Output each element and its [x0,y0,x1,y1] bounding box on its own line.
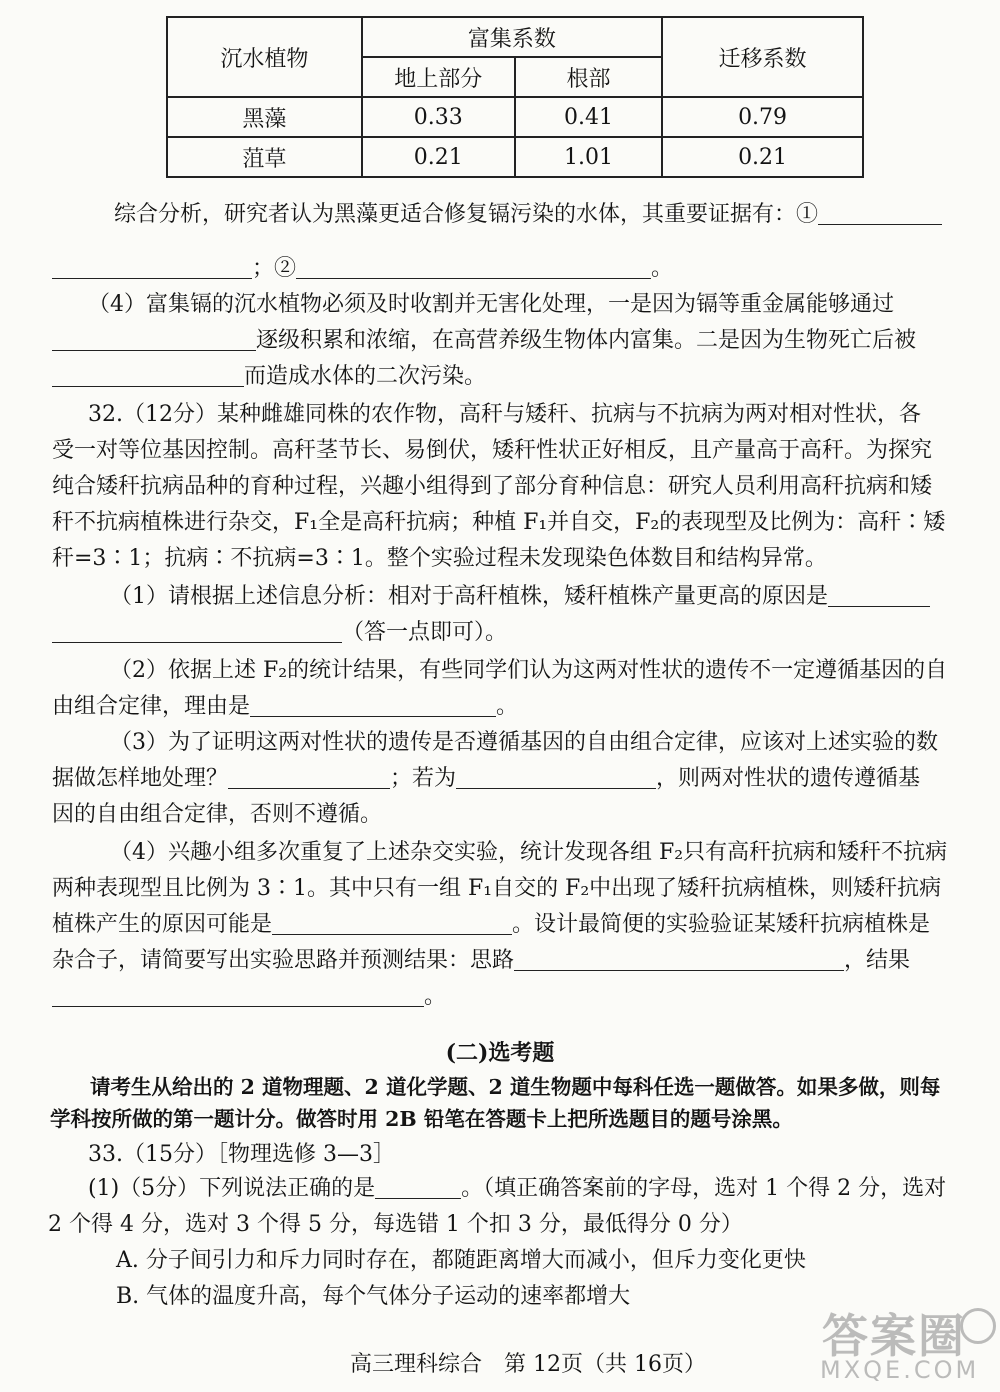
q32-p3-line-2: 据做怎样地处理？ ；若为 ，则两对性状的遗传遵循基 [52,766,921,791]
answer-blank[interactable] [818,202,942,225]
cell-root: 0.41 [515,97,662,137]
header-root: 根部 [515,57,662,97]
q31-p4-line-1: （4）富集镉的沉水植物必须及时收割并无害化处理，一是因为镉等重金属能够通过 [88,292,894,317]
q33-sub1-line-1: (1)（5分）下列说法正确的是 。（填正确答案前的字母，选对 1 个得 2 分，选对 [88,1176,947,1201]
q32-p4-line-4: 杂合子，请简要写出实验思路并预测结果：思路 ，结果 [52,948,911,973]
header-transfer: 迁移系数 [662,17,863,97]
q32-intro-line: 32.（12分）某种雌雄同株的农作物，高秆与矮秆、抗病与不抗病为两对相对性状，各 [88,402,921,427]
q31-analysis-line-2: ；② 。 [52,252,673,286]
q32-p4-line-1: （4）兴趣小组多次重复了上述杂交实验，统计发现各组 F₂只有高秆抗病和矮秆不抗病 [110,840,948,865]
answer-blank[interactable] [296,256,651,279]
watermark-seal-icon [960,1308,996,1344]
answer-blank[interactable] [514,948,844,971]
table-row [167,97,863,137]
answer-blank[interactable] [250,694,496,717]
q32-p4-line-2: 两种表现型且比例为 3∶1。其中只有一组 F₁自交的 F₂中出现了矮秆抗病植株，则矮秆抗病 [52,876,942,901]
q31-analysis-line-1: 综合分析，研究者认为黑藻更适合修复镉污染的水体，其重要证据有：① [114,198,942,232]
q32-intro-line: 受一对等位基因控制。高秆茎节长、易倒伏，矮秆性状正好相反，且产量高于高秆。为探究 [52,438,933,463]
q31-p4-line-3: 而造成水体的二次污染。 [52,360,486,394]
table-row [167,137,863,177]
q33-option-a: A. 分子间引力和斥力同时存在，都随距离增大而减小，但斥力变化更快 [116,1248,806,1273]
answer-blank[interactable] [52,620,342,643]
elective-instructions-line-2: 学科按所做的第一题计分。做答时用 2B 铅笔在答题卡上把所选题目的题号涂黑。 [50,1107,793,1131]
cell-transfer: 0.21 [662,137,863,177]
cell-above: 0.33 [362,97,515,137]
answer-blank[interactable] [375,1176,461,1199]
header-above: 地上部分 [362,57,515,97]
answer-blank[interactable] [52,256,252,279]
answer-blank[interactable] [52,364,244,387]
header-enrich: 富集系数 [362,17,662,57]
cell-above: 0.21 [362,137,515,177]
cell-root: 1.01 [515,137,662,177]
q32-p1-line-2: （答一点即可）。 [52,616,507,650]
header-plant: 沉水植物 [167,17,362,97]
answer-blank[interactable] [52,984,424,1007]
q32-p3-line-3: 因的自由组合定律，否则不遵循。 [52,802,383,827]
q31-p4-line-2: 逐级积累和浓缩，在高营养级生物体内富集。二是因为生物死亡后被 [52,324,916,358]
q33-option-b: B. 气体的温度升高，每个气体分子运动的速率都增大 [116,1284,631,1309]
enrichment-table [166,16,864,178]
elective-heading: (二)选考题 [445,1040,555,1066]
q32-p4-line-5: 。 [52,980,446,1014]
q32-p3-line-1: （3）为了证明这两对性状的遗传是否遵循基因的自由组合定律，应该对上述实验的数 [110,730,938,755]
q33-title: 33.（15分）［物理选修 3—3］ [88,1142,395,1167]
q33-sub1-line-2: 2 个得 4 分，选对 3 个得 5 分，每选错 1 个扣 3 分，最低得分 0 分） [48,1212,743,1237]
q32-intro-line: 秆=3∶1；抗病∶不抗病=3∶1。整个实验过程未发现染色体数目和结构异常。 [52,546,827,571]
answer-blank[interactable] [272,912,512,935]
answer-blank[interactable] [828,584,930,607]
q32-p4-line-3: 植株产生的原因可能是 。设计最简便的实验验证某矮秆抗病植株是 [52,912,931,937]
elective-instructions-line-1: 请考生从给出的 2 道物理题、2 道化学题、2 道生物题中每科任选一题做答。如果多做，则每 [90,1075,941,1099]
q32-intro-line: 秆不抗病植株进行杂交，F₁全是高秆抗病；种植 F₁并自交，F₂的表现型及比例为：高秆∶矮 [52,510,946,535]
site-watermark: 答案圈 MXQE.COM [810,1300,1000,1392]
q32-intro-line: 纯合矮秆抗病品种的育种过程，兴趣小组得到了部分育种信息：研究人员利用高秆抗病和矮 [52,474,933,499]
answer-blank[interactable] [228,766,390,789]
q32-p2-line-2: 由组合定律，理由是 。 [52,694,519,719]
cell-plant: 菹草 [167,137,362,177]
q32-p2-line-1: （2）依据上述 F₂的统计结果，有些同学们认为这两对性状的遗传不一定遵循基因的自 [110,658,948,683]
q32-p1-line-1: （1）请根据上述信息分析：相对于高秆植株，矮秆植株产量更高的原因是 [110,580,930,614]
answer-blank[interactable] [456,766,656,789]
cell-transfer: 0.79 [662,97,863,137]
cell-plant: 黑藻 [167,97,362,137]
answer-blank[interactable] [52,328,256,351]
page-footer: 高三理科综合 第 12页（共 16页） [350,1352,706,1377]
